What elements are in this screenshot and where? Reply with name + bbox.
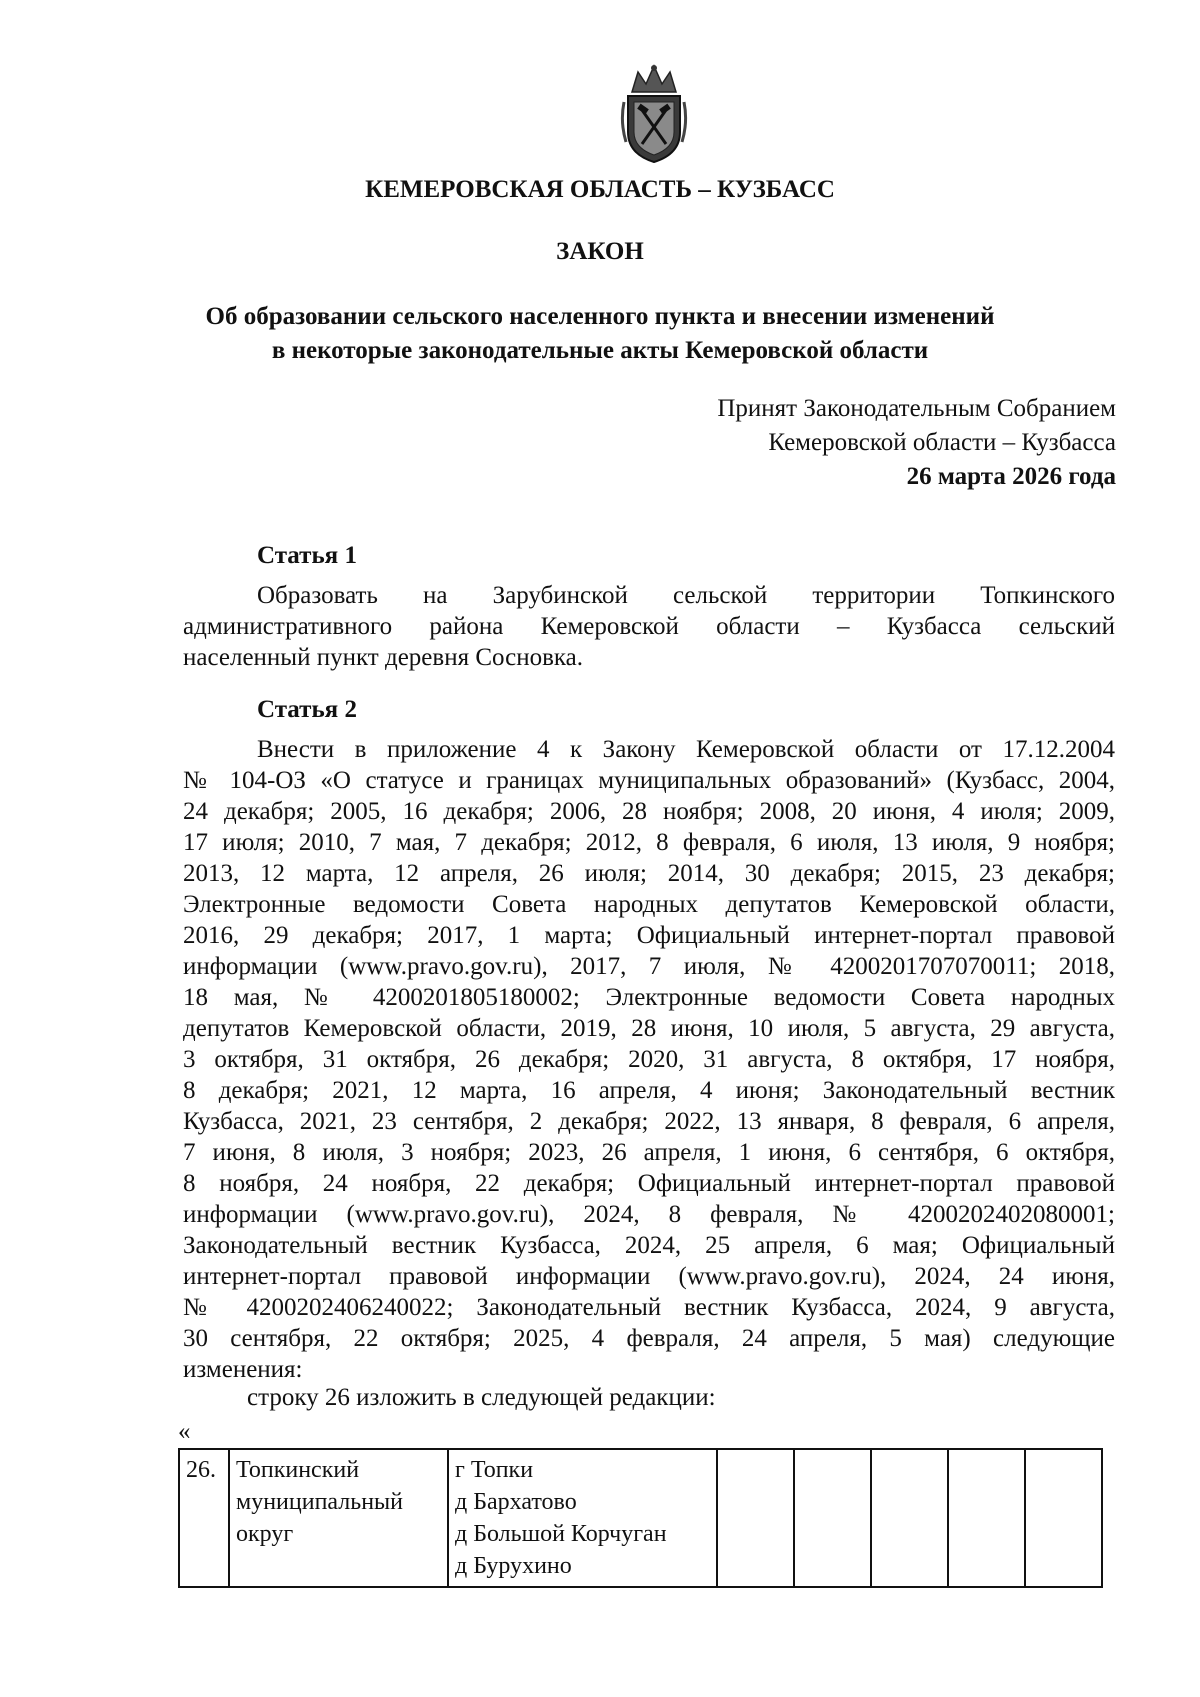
adoption-date: 26 марта 2026 года xyxy=(906,463,1116,490)
article-1-text xyxy=(183,580,1115,673)
text-line: 8 декабря; 2021, 12 марта, 16 апреля, 4 июня; Законодательный вестник xyxy=(183,1077,1115,1104)
empty-cell xyxy=(794,1449,871,1587)
amendment-instruction: строку 26 изложить в следующей редакции: xyxy=(247,1384,716,1411)
text-line: Электронные ведомости Совета народных депутатов Кемеровской области, xyxy=(183,891,1115,918)
municipality-name-line: округ xyxy=(236,1521,294,1547)
law-title-line: Об образовании сельского населенного пункта и внесении изменений xyxy=(205,303,995,330)
article-2-text xyxy=(183,734,1115,1385)
settlement-item: д Бархатово xyxy=(455,1489,577,1515)
law-title-line: в некоторые законодательные акты Кемеровской области xyxy=(271,337,929,364)
adoption-line: Принят Законодательным Собранием xyxy=(717,395,1116,422)
text-line: 2013, 12 марта, 12 апреля, 26 июля; 2014, 30 декабря; 2015, 23 декабря; xyxy=(183,860,1115,887)
law-title xyxy=(0,300,1200,368)
text-line: Кузбасса, 2021, 23 сентября, 2 декабря; 2022, 13 января, 8 февраля, 6 апреля, xyxy=(183,1108,1115,1135)
text-line: 24 декабря; 2005, 16 декабря; 2006, 28 ноября; 2008, 20 июня, 4 июля; 2009, xyxy=(183,798,1115,825)
text-line: Внести в приложение 4 к Закону Кемеровской области от 17.12.2004 xyxy=(257,736,1115,763)
settlement-item: д Большой Корчуган xyxy=(455,1521,667,1547)
empty-cell xyxy=(1025,1449,1102,1587)
empty-cell xyxy=(717,1449,794,1587)
text-line: 3 октября, 31 октября, 26 декабря; 2020, 31 августа, 8 октября, 17 ноября, xyxy=(183,1046,1115,1073)
text-line: изменения: xyxy=(183,1356,303,1383)
text-line: 2016, 29 декабря; 2017, 1 марта; Официальный интернет-портал правовой xyxy=(183,922,1115,949)
text-line: населенный пункт деревня Сосновка. xyxy=(183,644,584,671)
article-1-heading: Статья 1 xyxy=(257,542,357,569)
text-line: административного района Кемеровской области – Кузбасса сельский xyxy=(183,613,1115,640)
text-line: информации (www.pravo.gov.ru), 2024, 8 февраля, № 4200202402080001; xyxy=(183,1201,1115,1228)
municipality-name-line: Топкинский xyxy=(236,1457,360,1483)
opening-quote: « xyxy=(178,1418,191,1445)
adoption-block xyxy=(717,392,1116,494)
municipality-name-line: муниципальный xyxy=(236,1489,404,1515)
empty-cell xyxy=(871,1449,948,1587)
adoption-line: Кемеровской области – Кузбасса xyxy=(768,429,1116,456)
text-line: 17 июля; 2010, 7 мая, 7 декабря; 2012, 8 февраля, 6 июля, 13 июля, 9 ноября; xyxy=(183,829,1115,856)
text-line: депутатов Кемеровской области, 2019, 28 июня, 10 июля, 5 августа, 29 августа, xyxy=(183,1015,1115,1042)
text-line: № 104-ОЗ «О статусе и границах муниципальных образований» (Кузбасс, 2004, xyxy=(183,767,1115,794)
text-line: Законодательный вестник Кузбасса, 2024, 25 апреля, 6 мая; Официальный xyxy=(183,1232,1115,1259)
document-type: ЗАКОН xyxy=(556,238,644,265)
settlement-item: д Бурухино xyxy=(455,1553,572,1579)
text-line: 8 ноября, 24 ноября, 22 декабря; Официальный интернет-портал правовой xyxy=(183,1170,1115,1197)
text-line: 18 мая, № 4200201805180002; Электронные ведомости Совета народных xyxy=(183,984,1115,1011)
amendment-table xyxy=(178,1448,1103,1588)
coat-of-arms-icon xyxy=(618,62,690,166)
text-line: Образовать на Зарубинской сельской территории Топкинского xyxy=(257,582,1115,609)
empty-cell xyxy=(948,1449,1025,1587)
settlements-list xyxy=(448,1449,717,1587)
settlement-item: г Топки xyxy=(455,1457,534,1483)
row-number: 26. xyxy=(179,1449,229,1587)
text-line: 7 июня, 8 июля, 3 ноября; 2023, 26 апреля, 1 июня, 6 сентября, 6 октября, xyxy=(183,1139,1115,1166)
text-line: информации (www.pravo.gov.ru), 2017, 7 июля, № 4200201707070011; 2018, xyxy=(183,953,1115,980)
region-name: КЕМЕРОВСКАЯ ОБЛАСТЬ – КУЗБАСС xyxy=(365,176,835,203)
municipality-name xyxy=(229,1449,448,1587)
text-line: интернет-портал правовой информации (www.pravo.gov.ru), 2024, 24 июня, xyxy=(183,1263,1115,1290)
article-2-heading: Статья 2 xyxy=(257,696,357,723)
table-row xyxy=(179,1449,1102,1587)
text-line: 30 сентября, 22 октября; 2025, 4 февраля, 24 апреля, 5 мая) следующие xyxy=(183,1325,1115,1352)
text-line: № 4200202406240022; Законодательный вестник Кузбасса, 2024, 9 августа, xyxy=(183,1294,1115,1321)
